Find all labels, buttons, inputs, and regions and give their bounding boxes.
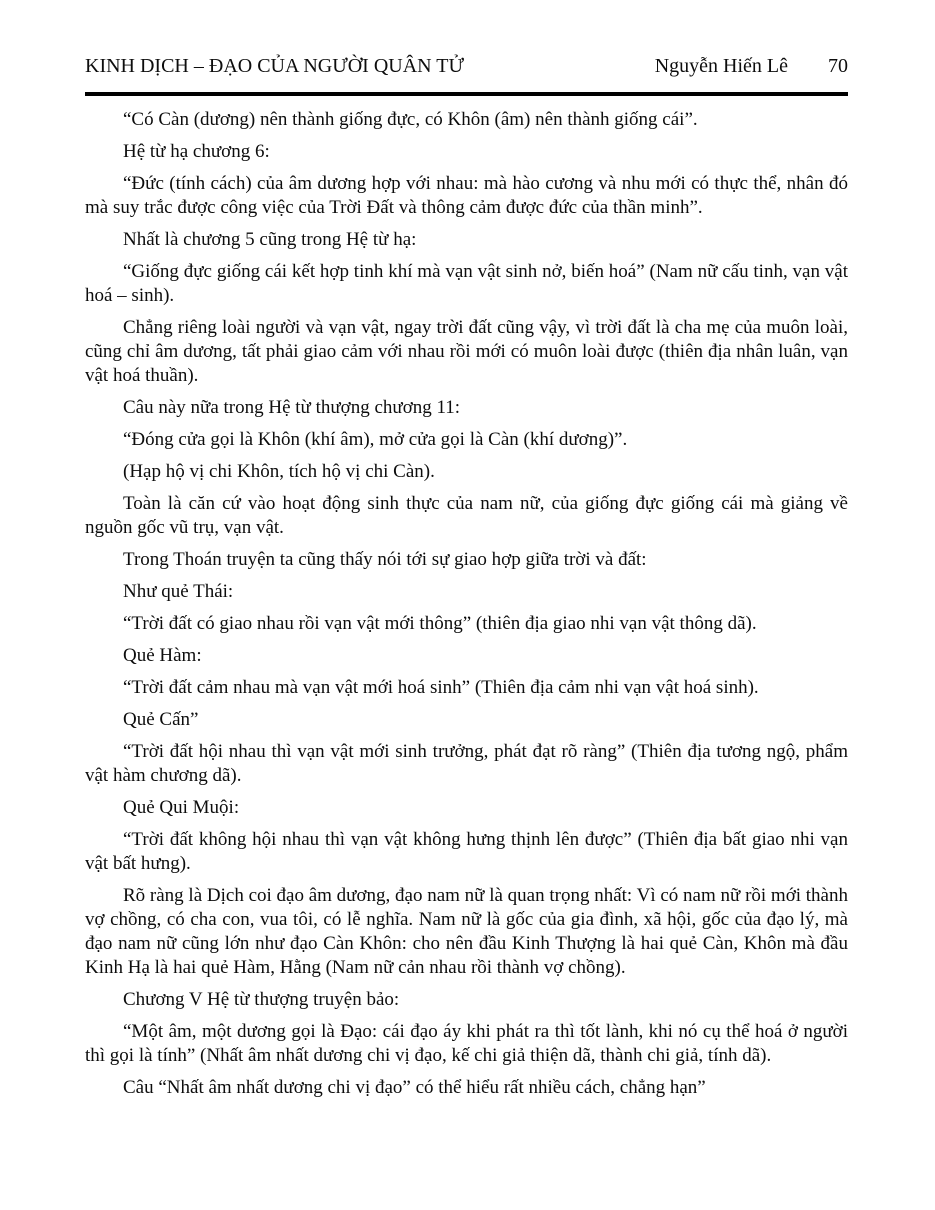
page-body xyxy=(85,108,848,1100)
paragraph: “Có Càn (dương) nên thành giống đực, có Khôn (âm) nên thành giống cái”. xyxy=(123,109,698,130)
paragraph: Quẻ Hàm: xyxy=(123,645,202,666)
paragraph: (Hạp hộ vị chi Khôn, tích hộ vị chi Càn). xyxy=(123,461,435,482)
paragraph: “Đức (tính cách) của âm dương hợp với nhau: mà hào cương và nhu mới có thực thể, nhân đó mà suy trắc được công việc của Trời Đất và thông cảm được đức của thần minh”. xyxy=(85,173,848,218)
paragraph: Câu “Nhất âm nhất dương chi vị đạo” có thể hiểu rất nhiều cách, chẳng hạn” xyxy=(123,1077,706,1098)
paragraph: Rõ ràng là Dịch coi đạo âm dương, đạo nam nữ là quan trọng nhất: Vì có nam nữ rồi mới thành vợ chồng, có cha con, vua tôi, có lễ nghĩa. Nam nữ là gốc của gia đình, xã hội, gốc của đạo lý, mà đạo nam nữ cũng lớn như đạo Càn Khôn: cho nên đầu Kinh Thượng là hai quẻ Càn, Khôn mà đầu Kinh Hạ là hai quẻ Hàm, Hằng (Nam nữ cản nhau rồi thành vợ chồng). xyxy=(85,885,848,978)
paragraph: Chẳng riêng loài người và vạn vật, ngay trời đất cũng vậy, vì trời đất là cha mẹ của muôn loài, cũng chỉ âm dương, tất phải giao cảm với nhau rồi mới có muôn loài được (thiên địa nhân luân, vạn vật hoá thuần). xyxy=(85,317,848,386)
paragraph: Câu này nữa trong Hệ từ thượng chương 11: xyxy=(123,397,461,418)
paragraph: Chương V Hệ từ thượng truyện bảo: xyxy=(123,989,400,1010)
book-title: KINH DỊCH – ĐẠO CỦA NGƯỜI QUÂN TỬ xyxy=(85,55,464,77)
paragraph: Quẻ Cấn” xyxy=(123,709,199,730)
paragraph: “Đóng cửa gọi là Khôn (khí âm), mở cửa gọi là Càn (khí dương)”. xyxy=(123,429,628,450)
paragraph: Nhất là chương 5 cũng trong Hệ từ hạ: xyxy=(123,229,417,250)
paragraph: “Trời đất hội nhau thì vạn vật mới sinh trưởng, phát đạt rõ ràng” (Thiên địa tương ngộ, phẩm vật hàm chương dã). xyxy=(85,741,848,786)
paragraph: “Trời đất có giao nhau rồi vạn vật mới thông” (thiên địa giao nhi vạn vật thông dã). xyxy=(123,613,757,634)
page-number: 70 xyxy=(828,55,848,77)
paragraph: Như quẻ Thái: xyxy=(123,581,234,602)
author-name: Nguyễn Hiến Lê xyxy=(654,55,788,77)
paragraph: “Một âm, một dương gọi là Đạo: cái đạo áy khi phát ra thì tốt lành, khi nó cụ thể hoá ở người thì gọi là tính” (Nhất âm nhất dương chi vị đạo, kế chi giả thiện dã, thành chi giả, tính dã). xyxy=(85,1021,848,1066)
paragraph: “Trời đất cảm nhau mà vạn vật mới hoá sinh” (Thiên địa cảm nhi vạn vật hoá sinh). xyxy=(123,677,759,698)
header-rule xyxy=(85,92,848,96)
paragraph: Quẻ Qui Muội: xyxy=(123,797,240,818)
paragraph: “Trời đất không hội nhau thì vạn vật không hưng thịnh lên được” (Thiên địa bất giao nhi vạn vật bất hưng). xyxy=(85,829,848,874)
page-header xyxy=(85,53,848,79)
paragraph: Toàn là căn cứ vào hoạt động sinh thực của nam nữ, của giống đực giống cái mà giảng về nguồn gốc vũ trụ, vạn vật. xyxy=(85,493,848,538)
header-right-group xyxy=(655,53,848,79)
paragraph: “Giống đực giống cái kết hợp tinh khí mà vạn vật sinh nở, biến hoá” (Nam nữ cấu tinh, vạn vật hoá – sinh). xyxy=(85,261,848,306)
paragraph: Trong Thoán truyện ta cũng thấy nói tới sự giao hợp giữa trời và đất: xyxy=(123,549,647,570)
paragraph: Hệ từ hạ chương 6: xyxy=(123,141,270,162)
